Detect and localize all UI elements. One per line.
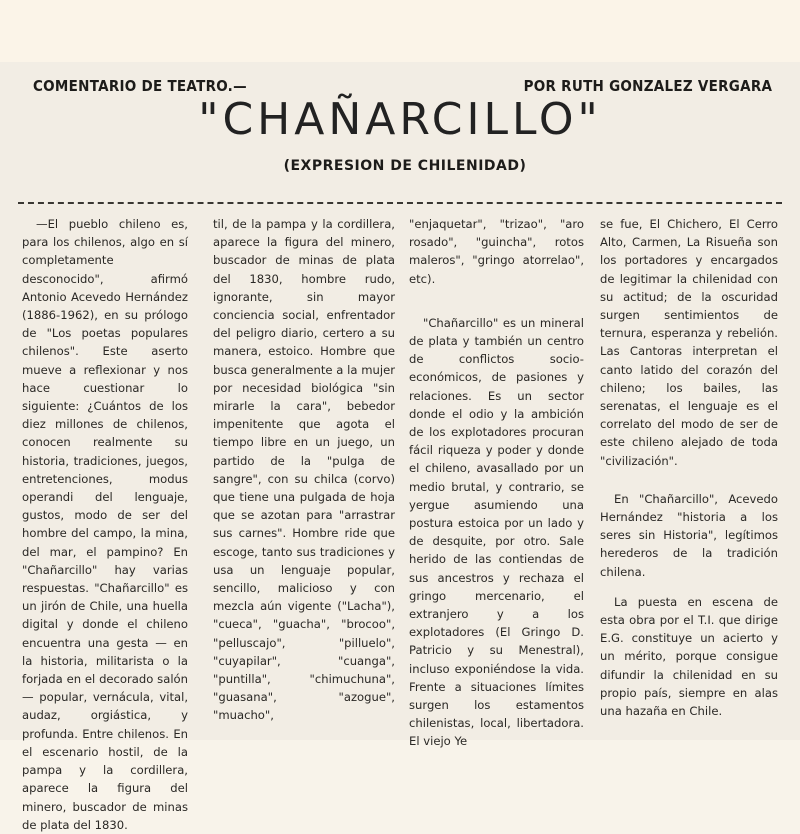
subheadline: (EXPRESION DE CHILENIDAD) <box>283 158 527 174</box>
headline: "CHAÑARCILLO" <box>198 94 602 145</box>
article-column-3 <box>409 215 584 749</box>
paragraph: til, de la pampa y la cordillera, aparece la figura del minero, buscador de minas de plata del 1830, hombre rudo, ignorante, sin mayor conciencia social, enfrentador del peligro diario, certero a su manera, estoico. Hombre que busca generalmente a la mujer por necesidad biológica "sin mirarle la cara", bebedor impenitente que agota el tiempo libre en un juego, un partido de la "pulga de sangre", con su chilca (corvo) que tiene una pulgada de hoja que se azotan para "arrastrar sus carnes". Hombre ride que escoge, tanto sus tradiciones y usa un lenguaje popular, sencillo, malicioso y con mezcla aún vigente ("Lacha"), "cueca", "guacha", "brocoo", "pelluscajo", "pilluelo", "cuyapilar", "cuanga", "puntilla", "chimuchuna", "guasana", "azogue", "muacho", <box>213 217 395 723</box>
byline: POR RUTH GONZALEZ VERGARA <box>523 77 772 95</box>
paragraph: La puesta en escena de esta obra por el T.I. que dirige E.G. constituye un acierto y un mérito, porque consigue difundir la chilenidad en su propio país, siempre en alas una hazaña en Chile. <box>600 594 778 719</box>
paragraph: "Chañarcillo" es un mineral de plata y también un centro de conflictos socio-económicos, de pasiones y relaciones. Es un sector donde el odio y la ambición de los explotadores procuran fácil riqueza y poder y donde el chileno, avasallado por un medio brutal, y contrario, se yergue asumiendo una postura estoica por un lado y de desquite, por otro. Sale herido de las contiendas de sus ancestros y rechaza el gringo mercenario, el extranjero y a los explotadores (El Gringo D. Patricio y su Menestral), incluso exponiéndose la vida. Frente a situaciones límites surgen los estamentos chilenistas, local, libertadora. El viejo Ye <box>409 315 584 749</box>
paragraph: se fue, El Chichero, El Cerro Alto, Carmen, La Risueña son los portadores y encargados de legitimar la chilenidad con su actitud; de la oscuridad surgen sentimientos de ternura, esperanza y rebelión. Las Cantoras interpretan el canto latido del corazón del chileno; los bailes, las serenatas, el lenguaje es el correlato del modo de ser de este chileno alejado de toda "civilización". <box>600 217 778 468</box>
article-column-4 <box>600 215 778 735</box>
paragraph: "enjaquetar", "trizao", "aro rosado", "guincha", rotos maleros", "gringo atorrelao", etc). <box>409 217 584 286</box>
article-column-2 <box>213 215 395 735</box>
dashed-divider <box>18 202 782 204</box>
paragraph: En "Chañarcillo", Acevedo Hernández "historia a los seres sin Historia", legítimos herederos de la tradición chilena. <box>600 491 778 579</box>
section-label: COMENTARIO DE TEATRO.— <box>33 77 247 95</box>
paragraph: —El pueblo chileno es, para los chilenos, algo en sí completamente desconocido", afirmó Antonio Acevedo Hernández (1886-1962), en su prólogo de "Los poetas populares chilenos". Este aserto mueve a reflexionar y nos hace cuestionar lo siguiente: ¿Cuántos de los diez millones de chilenos, conocen realmente su historia, tradiciones, juegos, entretenciones, modus operandi del lenguaje, gustos, modo de ser del hombre del campo, la mina, del mar, el pampino? En "Chañarcillo" hay varias respuestas. "Chañarcillo" es un jirón de Chile, una huella digital y donde el chileno encuentra una gesta — en la historia, militarista o la forjada en el decorado salón — popular, vernácula, vital, audaz, orgiástica, y profunda. Entre chilenos. En el escenario hostil, de la pampa y la cordillera, aparece la figura del minero, buscador de minas de plata del 1830. <box>22 217 188 832</box>
article-column-1 <box>22 215 188 832</box>
